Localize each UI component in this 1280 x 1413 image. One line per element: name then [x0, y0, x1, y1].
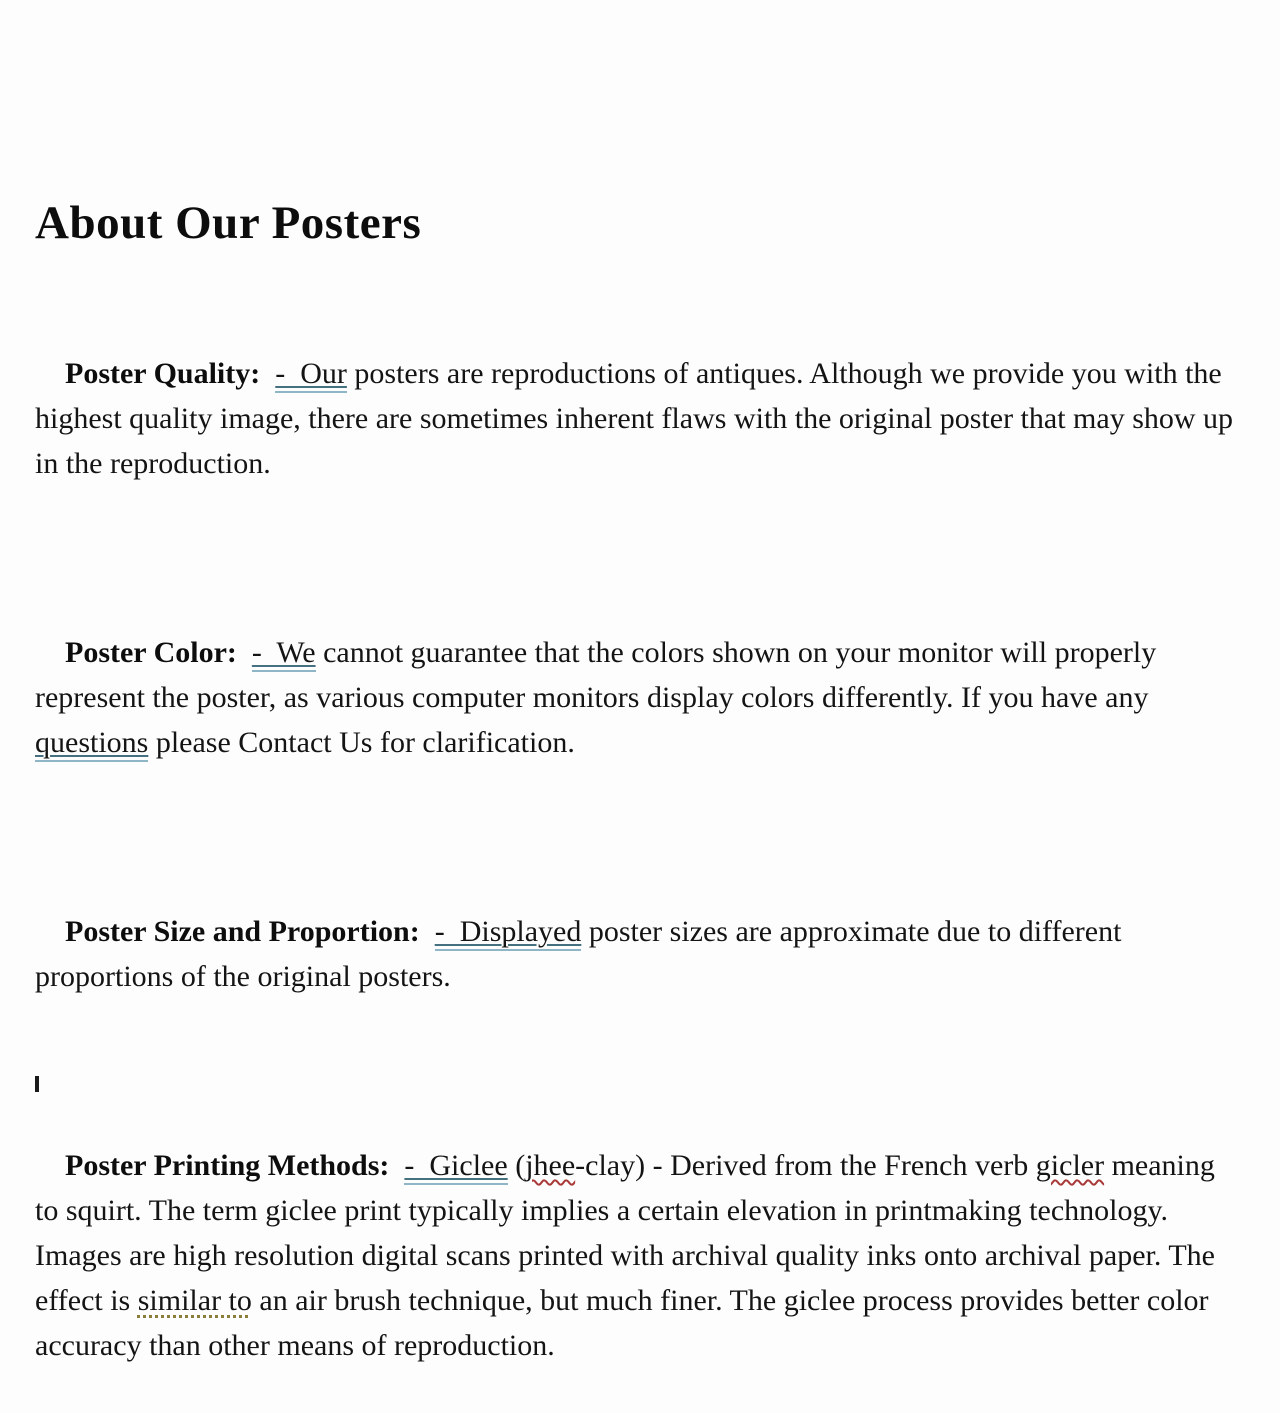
body-text-printing-4: an air brush technique, but much finer. The giclee process provides better color accuracy than other means of reproduction. — [35, 1284, 1217, 1363]
body-text-poster-quality: posters are reproductions of antiques. Although we provide you with the highest quality image, there are sometimes inherent flaws with the original poster that may show up in the reproduction. — [35, 357, 1241, 481]
spacer-text — [420, 915, 435, 948]
style-suggestion-similar-to: similar to — [137, 1284, 252, 1318]
body-text-printing-3: meaning to squirt. The term giclee print typically implies a certain elevation in printmaking technology. Images are high resolution digital scans printed with archival quality inks onto archival paper. The effect is — [35, 1149, 1223, 1318]
paragraph-poster-size — [35, 864, 1244, 1044]
inline-link-we[interactable]: - We — [252, 636, 316, 672]
inline-link-questions[interactable]: questions — [35, 726, 148, 762]
section-label-poster-color: Poster Color: — [65, 636, 237, 670]
misspelled-word-jhee: jhee — [525, 1149, 576, 1183]
inline-link-our[interactable]: - Our — [275, 357, 347, 393]
paragraph-poster-quality — [35, 306, 1244, 531]
inline-link-displayed[interactable]: - Displayed — [435, 915, 582, 951]
spacer-text — [260, 357, 275, 390]
section-label-poster-printing: Poster Printing Methods: — [65, 1149, 390, 1183]
body-text-printing-1: ( — [507, 1149, 526, 1183]
spacer-text — [237, 636, 252, 669]
paragraph-poster-color — [35, 585, 1244, 810]
body-text-poster-color-2: please Contact Us for clarification. — [148, 726, 575, 760]
page-title: About Our Posters — [35, 197, 422, 249]
misspelled-word-gicler: gicler — [1035, 1149, 1105, 1183]
body-text-poster-size: poster sizes are approximate due to different proportions of the original posters. — [35, 915, 1129, 994]
text-cursor — [35, 1076, 39, 1092]
body-text-poster-color-1: cannot guarantee that the colors shown on your monitor will properly represent the poster, as various computer monitors display colors differently. If you have any — [35, 636, 1164, 715]
inline-link-giclee[interactable]: - Giclee — [404, 1149, 507, 1185]
paragraph-poster-printing — [35, 1098, 1244, 1413]
spacer-text — [389, 1149, 404, 1182]
section-label-poster-quality: Poster Quality: — [65, 357, 261, 391]
section-label-poster-size: Poster Size and Proportion: — [65, 915, 420, 949]
body-text-printing-2: -clay) - Derived from the French verb — [575, 1149, 1036, 1183]
